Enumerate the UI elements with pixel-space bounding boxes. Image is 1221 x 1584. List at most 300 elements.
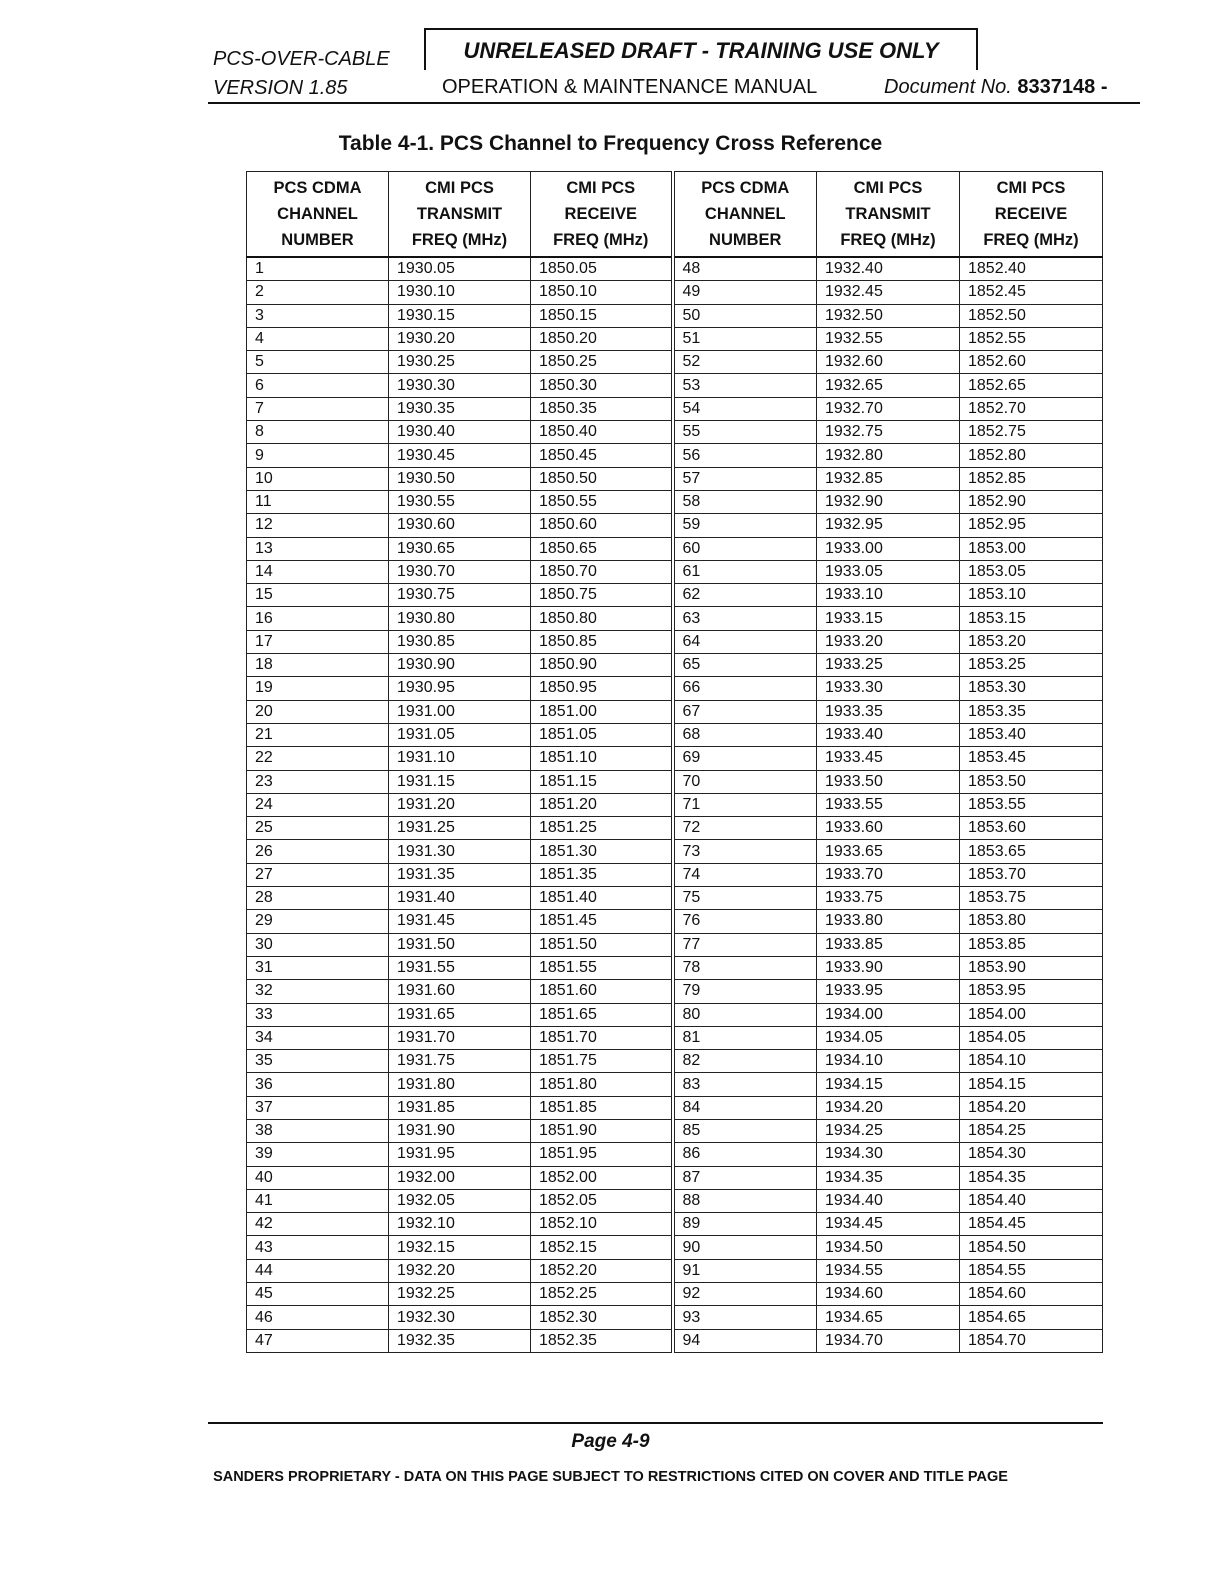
table-cell: 1933.75 xyxy=(817,887,960,910)
table-row xyxy=(247,654,1103,677)
table-cell: 27 xyxy=(247,863,389,886)
table-cell: 1854.60 xyxy=(960,1283,1103,1306)
table-cell: 1930.60 xyxy=(389,514,531,537)
table-cell: 1930.35 xyxy=(389,397,531,420)
table-cell: 1853.45 xyxy=(960,747,1103,770)
table-cell: 1854.65 xyxy=(960,1306,1103,1329)
table-cell: 34 xyxy=(247,1026,389,1049)
table-cell: 1852.65 xyxy=(960,374,1103,397)
table-cell: 21 xyxy=(247,723,389,746)
table-cell: 10 xyxy=(247,467,389,490)
table-cell: 1850.30 xyxy=(531,374,673,397)
table-caption: Table 4-1. PCS Channel to Frequency Cross Reference xyxy=(338,132,883,155)
table-cell: 41 xyxy=(247,1189,389,1212)
table-cell: 1931.15 xyxy=(389,770,531,793)
table-cell: 49 xyxy=(673,281,817,304)
table-cell: 1933.10 xyxy=(817,584,960,607)
table-cell: 1934.50 xyxy=(817,1236,960,1259)
table-cell: 1850.15 xyxy=(531,304,673,327)
table-cell: 36 xyxy=(247,1073,389,1096)
table-row xyxy=(247,351,1103,374)
table-cell: 3 xyxy=(247,304,389,327)
table-cell: 1851.00 xyxy=(531,700,673,723)
table-cell: 1850.10 xyxy=(531,281,673,304)
table-cell: 1932.65 xyxy=(817,374,960,397)
table-cell: 1934.60 xyxy=(817,1283,960,1306)
table-cell: 1851.80 xyxy=(531,1073,673,1096)
table-cell: 1851.30 xyxy=(531,840,673,863)
table-cell: 1854.05 xyxy=(960,1026,1103,1049)
table-cell: 1854.70 xyxy=(960,1329,1103,1352)
table-cell: 75 xyxy=(673,887,817,910)
table-cell: 1853.25 xyxy=(960,654,1103,677)
table-cell: 1930.45 xyxy=(389,444,531,467)
table-cell: 1934.40 xyxy=(817,1189,960,1212)
table-cell: 1854.25 xyxy=(960,1119,1103,1142)
table-row xyxy=(247,421,1103,444)
table-cell: 1852.85 xyxy=(960,467,1103,490)
table-cell: 1853.70 xyxy=(960,863,1103,886)
table-row xyxy=(247,723,1103,746)
table-cell: 1854.30 xyxy=(960,1143,1103,1166)
table-cell: 1931.95 xyxy=(389,1143,531,1166)
table-cell: 1932.60 xyxy=(817,351,960,374)
table-cell: 88 xyxy=(673,1189,817,1212)
document-number: 8337148 - xyxy=(1017,76,1108,98)
header-version: VERSION 1.85 xyxy=(213,77,348,99)
table-cell: 1850.75 xyxy=(531,584,673,607)
table-cell: 14 xyxy=(247,560,389,583)
table-row xyxy=(247,677,1103,700)
header-rule xyxy=(208,102,1140,104)
table-cell: 1932.95 xyxy=(817,514,960,537)
table-cell: 1850.60 xyxy=(531,514,673,537)
table-cell: 24 xyxy=(247,793,389,816)
table-cell: 72 xyxy=(673,817,817,840)
table-cell: 1933.50 xyxy=(817,770,960,793)
table-cell: 44 xyxy=(247,1259,389,1282)
table-cell: 1851.05 xyxy=(531,723,673,746)
table-cell: 1854.15 xyxy=(960,1073,1103,1096)
table-cell: 1931.90 xyxy=(389,1119,531,1142)
table-cell: 1933.30 xyxy=(817,677,960,700)
table-cell: 76 xyxy=(673,910,817,933)
table-row xyxy=(247,980,1103,1003)
table-cell: 56 xyxy=(673,444,817,467)
table-cell: 13 xyxy=(247,537,389,560)
table-cell: 1853.60 xyxy=(960,817,1103,840)
table-cell: 91 xyxy=(673,1259,817,1282)
table-cell: 1930.90 xyxy=(389,654,531,677)
column-header: PCS CDMA CHANNEL NUMBER xyxy=(247,172,389,258)
document-number-block xyxy=(884,74,1107,100)
table-cell: 1934.45 xyxy=(817,1213,960,1236)
table-row xyxy=(247,1189,1103,1212)
table-cell: 1850.20 xyxy=(531,327,673,350)
table-cell: 19 xyxy=(247,677,389,700)
table-cell: 47 xyxy=(247,1329,389,1352)
table-cell: 1853.95 xyxy=(960,980,1103,1003)
table-cell: 6 xyxy=(247,374,389,397)
table-cell: 84 xyxy=(673,1096,817,1119)
table-cell: 57 xyxy=(673,467,817,490)
header-product: PCS-OVER-CABLE xyxy=(213,48,390,70)
table-row xyxy=(247,700,1103,723)
table-cell: 66 xyxy=(673,677,817,700)
table-cell: 1851.20 xyxy=(531,793,673,816)
table-cell: 1854.40 xyxy=(960,1189,1103,1212)
table-cell: 1931.85 xyxy=(389,1096,531,1119)
table-cell: 63 xyxy=(673,607,817,630)
table-cell: 1933.20 xyxy=(817,630,960,653)
table-cell: 70 xyxy=(673,770,817,793)
table-row xyxy=(247,281,1103,304)
table-cell: 30 xyxy=(247,933,389,956)
table-row xyxy=(247,747,1103,770)
table-row xyxy=(247,840,1103,863)
table-cell: 1852.60 xyxy=(960,351,1103,374)
table-cell: 1853.55 xyxy=(960,793,1103,816)
table-cell: 1932.85 xyxy=(817,467,960,490)
table-cell: 1853.65 xyxy=(960,840,1103,863)
table-cell: 1850.65 xyxy=(531,537,673,560)
table-cell: 1933.65 xyxy=(817,840,960,863)
table-row xyxy=(247,1073,1103,1096)
table-cell: 7 xyxy=(247,397,389,420)
table-cell: 1930.80 xyxy=(389,607,531,630)
table-row xyxy=(247,397,1103,420)
proprietary-notice: SANDERS PROPRIETARY - DATA ON THIS PAGE SUBJECT TO RESTRICTIONS CITED ON COVER AND TITLE PAGE xyxy=(213,1469,1008,1485)
table-row xyxy=(247,1026,1103,1049)
table-row xyxy=(247,1283,1103,1306)
table-row xyxy=(247,537,1103,560)
table-cell: 20 xyxy=(247,700,389,723)
table-cell: 1851.95 xyxy=(531,1143,673,1166)
table-cell: 31 xyxy=(247,956,389,979)
table-cell: 1853.40 xyxy=(960,723,1103,746)
table-cell: 1852.80 xyxy=(960,444,1103,467)
table-cell: 1851.85 xyxy=(531,1096,673,1119)
table-cell: 92 xyxy=(673,1283,817,1306)
table-cell: 1930.65 xyxy=(389,537,531,560)
table-cell: 1850.05 xyxy=(531,257,673,281)
table-cell: 1853.10 xyxy=(960,584,1103,607)
table-cell: 1932.30 xyxy=(389,1306,531,1329)
document-label: Document No. xyxy=(884,76,1012,98)
table-cell: 1853.15 xyxy=(960,607,1103,630)
table-cell: 1933.95 xyxy=(817,980,960,1003)
table-cell: 1852.70 xyxy=(960,397,1103,420)
table-cell: 68 xyxy=(673,723,817,746)
table-cell: 1932.20 xyxy=(389,1259,531,1282)
table-cell: 29 xyxy=(247,910,389,933)
table-cell: 37 xyxy=(247,1096,389,1119)
table-cell: 55 xyxy=(673,421,817,444)
table-cell: 1934.65 xyxy=(817,1306,960,1329)
table-cell: 1852.10 xyxy=(531,1213,673,1236)
table-cell: 53 xyxy=(673,374,817,397)
table-row xyxy=(247,257,1103,281)
table-cell: 1852.15 xyxy=(531,1236,673,1259)
table-cell: 38 xyxy=(247,1119,389,1142)
table-row xyxy=(247,327,1103,350)
table-cell: 1853.35 xyxy=(960,700,1103,723)
table-cell: 1931.40 xyxy=(389,887,531,910)
table-cell: 26 xyxy=(247,840,389,863)
table-cell: 1853.20 xyxy=(960,630,1103,653)
table-cell: 1933.70 xyxy=(817,863,960,886)
table-cell: 1853.05 xyxy=(960,560,1103,583)
table-cell: 39 xyxy=(247,1143,389,1166)
table-cell: 1854.50 xyxy=(960,1236,1103,1259)
table-cell: 1934.10 xyxy=(817,1050,960,1073)
table-cell: 1851.55 xyxy=(531,956,673,979)
table-cell: 1850.70 xyxy=(531,560,673,583)
table-cell: 25 xyxy=(247,817,389,840)
table-cell: 1932.45 xyxy=(817,281,960,304)
table-cell: 80 xyxy=(673,1003,817,1026)
table-cell: 1853.85 xyxy=(960,933,1103,956)
table-cell: 1933.55 xyxy=(817,793,960,816)
table-cell: 60 xyxy=(673,537,817,560)
table-cell: 1934.05 xyxy=(817,1026,960,1049)
table-cell: 1930.30 xyxy=(389,374,531,397)
table-cell: 1930.15 xyxy=(389,304,531,327)
table-cell: 28 xyxy=(247,887,389,910)
table-cell: 1850.80 xyxy=(531,607,673,630)
table-cell: 1930.55 xyxy=(389,490,531,513)
table-cell: 1933.05 xyxy=(817,560,960,583)
table-cell: 93 xyxy=(673,1306,817,1329)
table-cell: 5 xyxy=(247,351,389,374)
table-cell: 61 xyxy=(673,560,817,583)
table-cell: 1930.20 xyxy=(389,327,531,350)
table-row xyxy=(247,887,1103,910)
table-row xyxy=(247,817,1103,840)
table-row xyxy=(247,793,1103,816)
table-row xyxy=(247,933,1103,956)
table-cell: 1934.30 xyxy=(817,1143,960,1166)
table-row xyxy=(247,630,1103,653)
table-cell: 79 xyxy=(673,980,817,1003)
table-cell: 17 xyxy=(247,630,389,653)
table-cell: 1853.50 xyxy=(960,770,1103,793)
table-cell: 1850.90 xyxy=(531,654,673,677)
table-cell: 1932.10 xyxy=(389,1213,531,1236)
table-row xyxy=(247,607,1103,630)
table-cell: 1934.25 xyxy=(817,1119,960,1142)
table-cell: 1932.75 xyxy=(817,421,960,444)
table-cell: 1850.50 xyxy=(531,467,673,490)
table-cell: 1853.00 xyxy=(960,537,1103,560)
table-row xyxy=(247,1166,1103,1189)
table-cell: 1934.35 xyxy=(817,1166,960,1189)
table-cell: 1932.35 xyxy=(389,1329,531,1352)
table-row xyxy=(247,1213,1103,1236)
table-cell: 1850.85 xyxy=(531,630,673,653)
table-cell: 1932.40 xyxy=(817,257,960,281)
table-cell: 1931.70 xyxy=(389,1026,531,1049)
table-cell: 1852.75 xyxy=(960,421,1103,444)
table-cell: 1930.40 xyxy=(389,421,531,444)
table-row xyxy=(247,490,1103,513)
table-cell: 1854.20 xyxy=(960,1096,1103,1119)
page-number: Page 4-9 xyxy=(571,1431,650,1452)
table-cell: 1851.65 xyxy=(531,1003,673,1026)
table-cell: 16 xyxy=(247,607,389,630)
channel-frequency-table xyxy=(246,171,1103,1353)
table-cell: 1932.25 xyxy=(389,1283,531,1306)
table-cell: 1931.30 xyxy=(389,840,531,863)
table-cell: 1932.55 xyxy=(817,327,960,350)
table-row xyxy=(247,374,1103,397)
table-cell: 1853.80 xyxy=(960,910,1103,933)
table-cell: 78 xyxy=(673,956,817,979)
table-cell: 40 xyxy=(247,1166,389,1189)
table-cell: 1933.25 xyxy=(817,654,960,677)
table-cell: 1851.40 xyxy=(531,887,673,910)
table-cell: 8 xyxy=(247,421,389,444)
table-cell: 65 xyxy=(673,654,817,677)
table-cell: 1851.70 xyxy=(531,1026,673,1049)
table-cell: 1933.40 xyxy=(817,723,960,746)
table-cell: 1852.90 xyxy=(960,490,1103,513)
table-row xyxy=(247,770,1103,793)
table-cell: 1932.05 xyxy=(389,1189,531,1212)
table-cell: 1933.60 xyxy=(817,817,960,840)
table-cell: 1931.80 xyxy=(389,1073,531,1096)
table-row xyxy=(247,1003,1103,1026)
table-cell: 1851.25 xyxy=(531,817,673,840)
table-row xyxy=(247,1329,1103,1352)
table-row xyxy=(247,1050,1103,1073)
table-cell: 42 xyxy=(247,1213,389,1236)
table-cell: 48 xyxy=(673,257,817,281)
table-cell: 1933.15 xyxy=(817,607,960,630)
table-cell: 54 xyxy=(673,397,817,420)
table-cell: 1852.35 xyxy=(531,1329,673,1352)
table-cell: 1934.55 xyxy=(817,1259,960,1282)
table-cell: 1854.35 xyxy=(960,1166,1103,1189)
table-cell: 1853.75 xyxy=(960,887,1103,910)
table-cell: 1854.10 xyxy=(960,1050,1103,1073)
table-cell: 1931.00 xyxy=(389,700,531,723)
table-cell: 1852.55 xyxy=(960,327,1103,350)
table-cell: 1851.35 xyxy=(531,863,673,886)
table-row xyxy=(247,910,1103,933)
table-cell: 1851.50 xyxy=(531,933,673,956)
table-cell: 73 xyxy=(673,840,817,863)
table-cell: 1931.60 xyxy=(389,980,531,1003)
table-cell: 1930.25 xyxy=(389,351,531,374)
table-cell: 1934.15 xyxy=(817,1073,960,1096)
table-cell: 1930.05 xyxy=(389,257,531,281)
table-cell: 1932.70 xyxy=(817,397,960,420)
table-row xyxy=(247,304,1103,327)
table-cell: 81 xyxy=(673,1026,817,1049)
table-cell: 87 xyxy=(673,1166,817,1189)
table-cell: 1852.30 xyxy=(531,1306,673,1329)
table-cell: 1852.05 xyxy=(531,1189,673,1212)
table-cell: 69 xyxy=(673,747,817,770)
table-cell: 1851.75 xyxy=(531,1050,673,1073)
table-cell: 45 xyxy=(247,1283,389,1306)
table-cell: 85 xyxy=(673,1119,817,1142)
table-cell: 1851.10 xyxy=(531,747,673,770)
table-cell: 83 xyxy=(673,1073,817,1096)
table-cell: 32 xyxy=(247,980,389,1003)
footer-rule xyxy=(208,1422,1103,1424)
table-cell: 23 xyxy=(247,770,389,793)
table-cell: 1853.90 xyxy=(960,956,1103,979)
table-cell: 1932.50 xyxy=(817,304,960,327)
table-cell: 1930.50 xyxy=(389,467,531,490)
table-cell: 50 xyxy=(673,304,817,327)
table-cell: 1933.90 xyxy=(817,956,960,979)
table-cell: 1852.95 xyxy=(960,514,1103,537)
table-cell: 1853.30 xyxy=(960,677,1103,700)
table-cell: 1932.90 xyxy=(817,490,960,513)
table-row xyxy=(247,1259,1103,1282)
table-cell: 1854.00 xyxy=(960,1003,1103,1026)
column-header: CMI PCS RECEIVE FREQ (MHz) xyxy=(960,172,1103,258)
table-body xyxy=(247,257,1103,1352)
table-row xyxy=(247,1143,1103,1166)
table-row xyxy=(247,956,1103,979)
table-cell: 1934.20 xyxy=(817,1096,960,1119)
table-row xyxy=(247,1236,1103,1259)
table-cell: 1851.60 xyxy=(531,980,673,1003)
table-cell: 52 xyxy=(673,351,817,374)
table-cell: 1931.50 xyxy=(389,933,531,956)
column-header: CMI PCS RECEIVE FREQ (MHz) xyxy=(531,172,673,258)
table-row xyxy=(247,863,1103,886)
table-cell: 1852.25 xyxy=(531,1283,673,1306)
table-cell: 89 xyxy=(673,1213,817,1236)
table-cell: 59 xyxy=(673,514,817,537)
table-cell: 15 xyxy=(247,584,389,607)
table-cell: 82 xyxy=(673,1050,817,1073)
table-row xyxy=(247,560,1103,583)
table-row xyxy=(247,444,1103,467)
table-cell: 1854.55 xyxy=(960,1259,1103,1282)
table-cell: 1931.10 xyxy=(389,747,531,770)
table-cell: 1850.95 xyxy=(531,677,673,700)
table-cell: 1931.75 xyxy=(389,1050,531,1073)
table-cell: 1930.75 xyxy=(389,584,531,607)
table-cell: 1852.00 xyxy=(531,1166,673,1189)
column-header: PCS CDMA CHANNEL NUMBER xyxy=(673,172,817,258)
table-cell: 67 xyxy=(673,700,817,723)
table-cell: 33 xyxy=(247,1003,389,1026)
table-cell: 1852.20 xyxy=(531,1259,673,1282)
table-cell: 1931.20 xyxy=(389,793,531,816)
table-cell: 4 xyxy=(247,327,389,350)
table-cell: 94 xyxy=(673,1329,817,1352)
table-cell: 1932.15 xyxy=(389,1236,531,1259)
table-cell: 12 xyxy=(247,514,389,537)
table-cell: 1931.55 xyxy=(389,956,531,979)
table-cell: 1934.70 xyxy=(817,1329,960,1352)
table-header-row xyxy=(247,172,1103,258)
table-cell: 58 xyxy=(673,490,817,513)
column-header: CMI PCS TRANSMIT FREQ (MHz) xyxy=(389,172,531,258)
table-cell: 64 xyxy=(673,630,817,653)
table-cell: 90 xyxy=(673,1236,817,1259)
table-cell: 1850.40 xyxy=(531,421,673,444)
table-cell: 1851.15 xyxy=(531,770,673,793)
table-cell: 1933.85 xyxy=(817,933,960,956)
